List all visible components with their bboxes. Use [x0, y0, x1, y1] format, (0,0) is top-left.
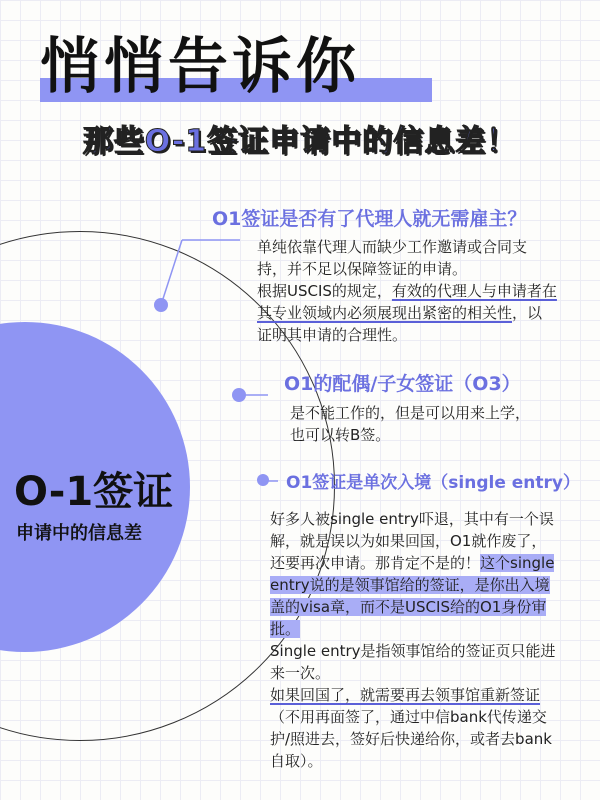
section3-text: 还要再次申请。那肯定不是的！: [270, 554, 481, 572]
section3-highlight: 批。: [270, 620, 301, 638]
section2-heading: O1的配偶/子女签证（O3）: [284, 373, 521, 395]
section3-line: 来一次。: [270, 664, 331, 682]
section3-line: [270, 684, 595, 706]
section1-line: 证明其申请的合理性。: [257, 326, 408, 344]
main-title-text: 悄悄告诉你: [40, 32, 360, 102]
section1-line: 持，并不足以保障签证的申请。: [257, 260, 468, 278]
bullet-dot-2: [232, 388, 246, 402]
section1-body: [257, 236, 587, 346]
bullet-dot-3: [257, 474, 269, 486]
section3-line: （不用再面签了，通过中信bank代传递交: [270, 708, 547, 726]
section3-line: 解，就是误以为如果回国，O1就作废了，: [270, 532, 547, 550]
section1-heading: O1签证是否有了代理人就无需雇主？: [212, 208, 527, 230]
section3-heading: O1签证是单次入境（single entry）: [286, 473, 580, 493]
connector-line-1: [161, 240, 182, 305]
section3-line: [270, 552, 595, 574]
circle-subtitle: 申请中的信息差: [16, 523, 142, 544]
section3-underlined: 如果回国了，就需要再去领事馆重新签证: [270, 686, 541, 704]
circle-title: O-1签证: [14, 469, 174, 515]
bullet-dot-1: [154, 298, 168, 312]
section3-highlight: 盖的visa章，而不是USCIS给的O1身份审: [270, 598, 547, 616]
section2-body: [290, 402, 580, 446]
section3-line: 护/照进去，签好后快递给你，或者去bank: [270, 730, 552, 748]
section3-line: [270, 618, 595, 640]
section3-line: 好多人被single entry吓退，其中有一个误: [270, 510, 554, 528]
section1-line: [257, 280, 587, 302]
section1-line: [257, 302, 587, 324]
section3-line: [270, 574, 595, 596]
subtitle: 那些O-1签证申请中的信息差！: [82, 124, 518, 159]
section1-underlined: 其专业领域内必须展现出紧密的相关性: [257, 304, 513, 322]
section3-line: [270, 596, 595, 618]
section1-text: ，以: [512, 304, 543, 322]
section2-line: 也可以转B签。: [290, 426, 391, 444]
section3-highlight: entry说的是领事馆给的签证，是你出入境: [270, 576, 550, 594]
section3-highlight: 这个single: [480, 554, 555, 572]
section3-line: 自取）。: [270, 752, 323, 770]
section1-line: 单纯依靠代理人而缺少工作邀请或合同支: [257, 238, 528, 256]
section3-line: Single entry是指领事馆给的签证页只能进: [270, 642, 556, 660]
section1-underlined: 有效的代理人与申请者在: [391, 282, 557, 300]
section1-text: 根据USCIS的规定，: [257, 282, 392, 300]
section3-body: [270, 508, 595, 772]
section2-line: 是不能工作的，但是可以用来上学，: [290, 404, 531, 422]
